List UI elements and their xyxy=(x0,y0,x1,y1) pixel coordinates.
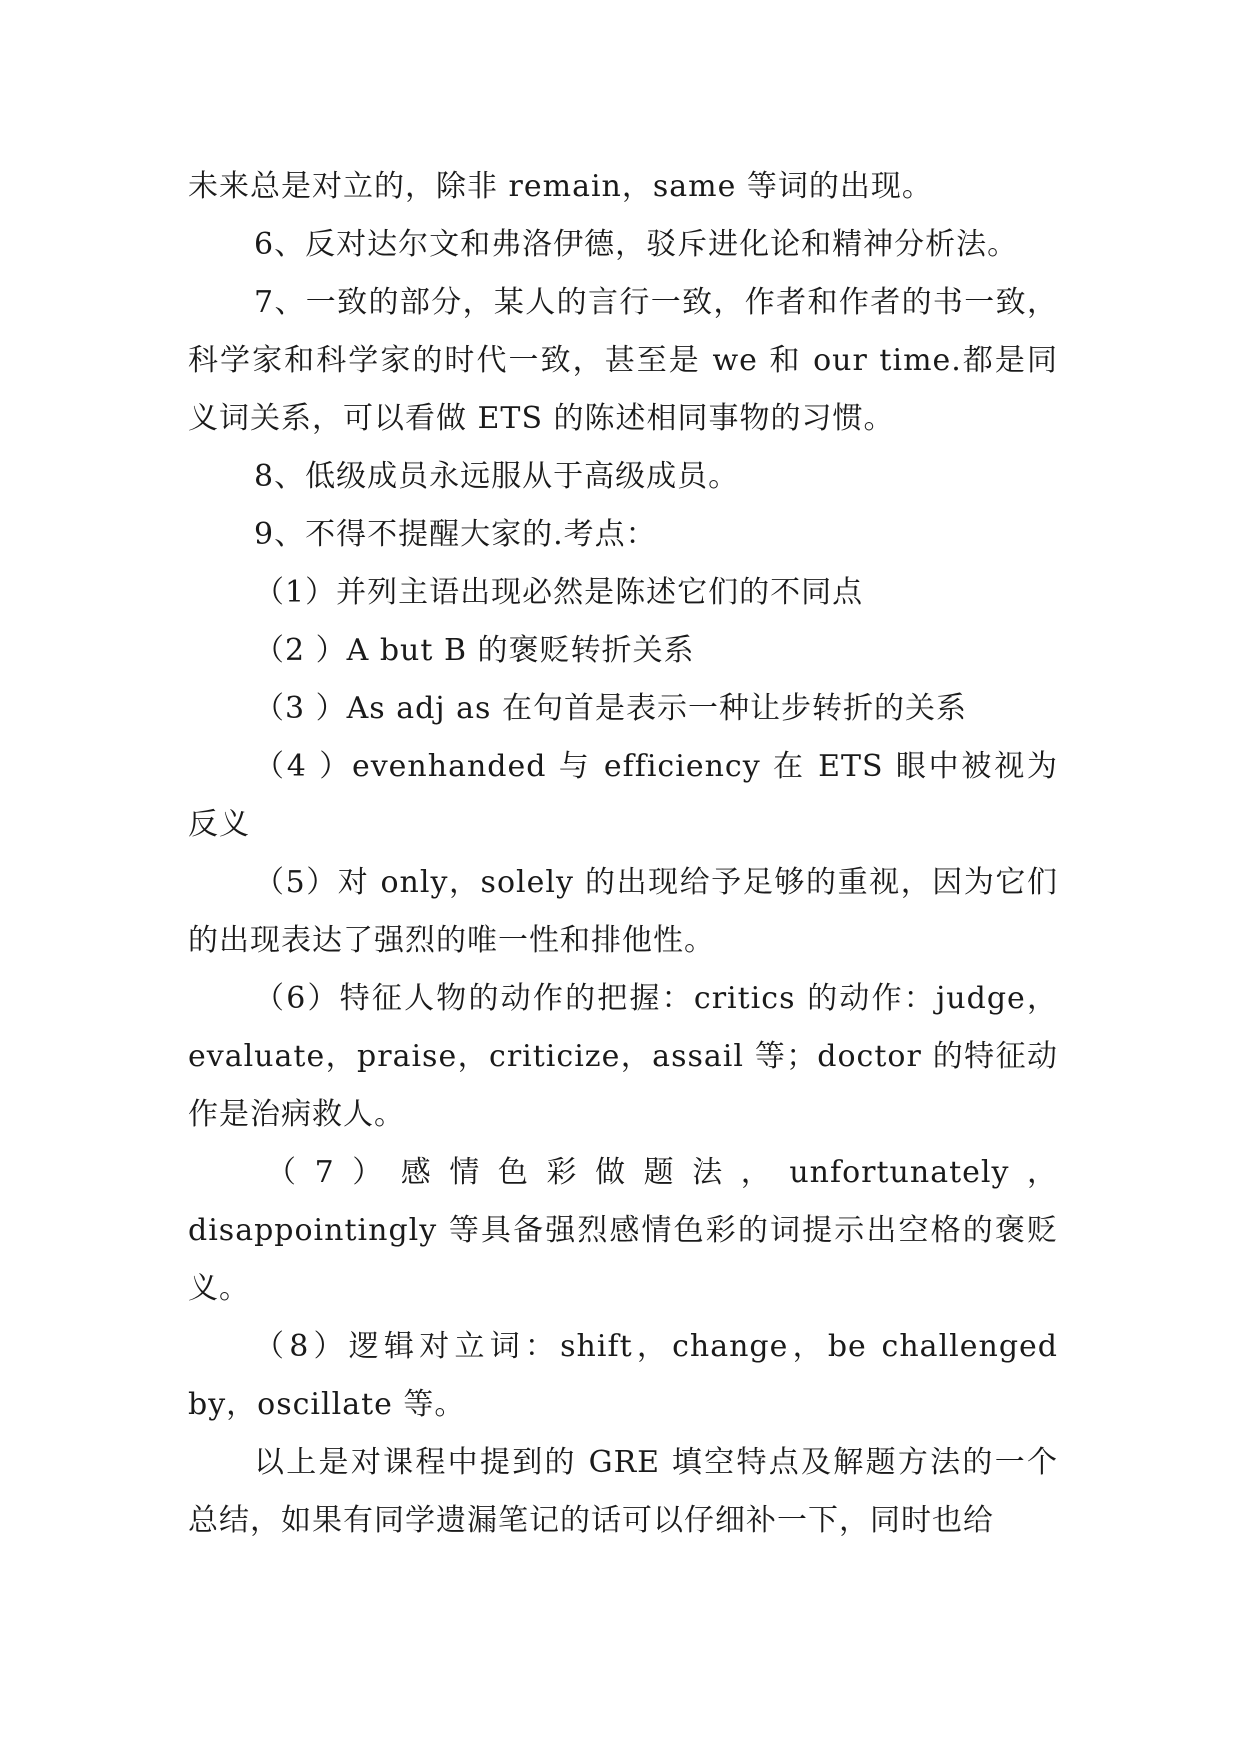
paragraph-item-9: 9、不得不提醒大家的.考点： xyxy=(254,517,657,552)
subitem-5: （5）对 only，solely 的出现给予足够的重视，因为它们的出现表达了强烈的唯一性和排他性。 xyxy=(188,865,1058,958)
subitem-3: （3 ）As adj as 在句首是表示一种让步转折的关系 xyxy=(254,691,967,726)
paragraph-item-8: 8、低级成员永远服从于高级成员。 xyxy=(254,459,740,494)
subitem-1: （1）并列主语出现必然是陈述它们的不同点 xyxy=(254,575,864,610)
subitem-4: （4 ）evenhanded 与 efficiency 在 ETS 眼中被视为反义 xyxy=(188,749,1058,842)
subitem-7: （7）感情色彩做题法，unfortunately，disappointingly 等具备强烈感情色彩的词提示出空格的褒贬义。 xyxy=(188,1155,1058,1306)
paragraph-item-7: 7、一致的部分，某人的言行一致，作者和作者的书一致，科学家和科学家的时代一致，甚至是 we 和 our time.都是同义词关系，可以看做 ETS 的陈述相同事物的习惯。 xyxy=(188,285,1058,436)
paragraph-continuation: 未来总是对立的，除非 remain，same 等词的出现。 xyxy=(188,169,933,204)
subitem-2: （2 ）A but B 的褒贬转折关系 xyxy=(254,633,695,668)
paragraph-item-6: 6、反对达尔文和弗洛伊德，驳斥进化论和精神分析法。 xyxy=(254,227,1019,262)
summary-paragraph: 以上是对课程中提到的 GRE 填空特点及解题方法的一个总结，如果有同学遗漏笔记的话可以仔细补一下，同时也给 xyxy=(188,1445,1058,1538)
document-body xyxy=(188,158,1058,1550)
subitem-6: （6）特征人物的动作的把握：critics 的动作：judge，evaluate，praise，criticize，assail 等；doctor 的特征动作是治病救人。 xyxy=(188,981,1058,1132)
subitem-8: （8）逻辑对立词：shift，change，be challenged by，oscillate 等。 xyxy=(188,1329,1058,1422)
